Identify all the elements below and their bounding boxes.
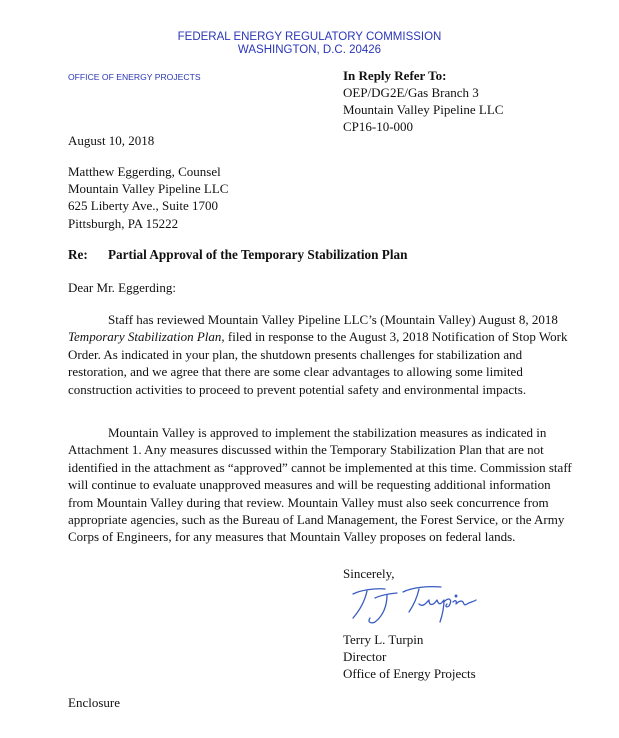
subject-text: Partial Approval of the Temporary Stabilization Plan: [108, 247, 408, 262]
handwritten-signature: [345, 578, 485, 628]
p1-italic-title: Temporary Stabilization Plan,: [68, 329, 225, 345]
signer-block: [343, 631, 476, 683]
body-paragraph-1: [68, 311, 578, 398]
agency-location: WASHINGTON, D.C. 20426: [237, 44, 382, 56]
letterhead: [0, 31, 619, 57]
signer-office: Office of Energy Projects: [343, 666, 476, 682]
reply-line: CP16-10-000: [343, 119, 414, 134]
signer-name: Terry L. Turpin: [343, 632, 424, 647]
address-line: Mountain Valley Pipeline LLC: [68, 181, 229, 197]
office-name: OFFICE OF ENERGY PROJECTS: [68, 72, 201, 82]
signer-title: Director: [343, 649, 387, 665]
reply-reference-block: [343, 67, 503, 135]
reply-line: OEP/DG2E/Gas Branch 3: [343, 85, 479, 100]
letter-date: August 10, 2018: [68, 133, 155, 148]
closing: Sincerely,: [343, 566, 395, 581]
reply-line: Mountain Valley Pipeline LLC: [343, 102, 504, 117]
enclosure-note: Enclosure: [68, 695, 120, 710]
reply-title: In Reply Refer To:: [343, 68, 447, 83]
subject-label: Re:: [68, 247, 88, 262]
address-line: Matthew Eggerding, Counsel: [68, 164, 221, 179]
subject-line: [68, 247, 407, 263]
p2-text: Mountain Valley is approved to implement the stabilization measures as indicated in Attachment 1. Any measures discussed within the Temporary Stabilization Plan that are not identified in the attachment as “approved” cannot be implemented at this time. Commission staff will continue to evaluate unapproved measures and will be requesting additional information from Mountain Valley during that review. Mountain Valley must also seek concurrence from appropriate agencies, such as the Bureau of Land Management, the Forest Service, or the Army Corps of Engineers, for any measures that Mountain Valley proposes on federal lands.: [68, 425, 572, 545]
recipient-address: [68, 163, 228, 232]
agency-name: FEDERAL ENERGY REGULATORY COMMISSION: [177, 31, 442, 43]
salutation: Dear Mr. Eggerding:: [68, 280, 176, 295]
body-paragraph-2: [68, 424, 578, 546]
address-line: Pittsburgh, PA 15222: [68, 215, 179, 231]
p1-text-start: Staff has reviewed Mountain Valley Pipeline LLC’s (Mountain Valley) August 8, 2018: [108, 312, 558, 327]
p1-text-end: filed in response to the August 3, 2018 Notification of Stop Work Order. As indicated in your plan, the shutdown presents challenges for stabilization and restoration, and we agree that there are some clear advantages to allowing some limited construction activities to proceed to prevent potential safety and environmental impacts.: [68, 329, 568, 397]
address-line: 625 Liberty Ave., Suite 1700: [68, 198, 218, 214]
